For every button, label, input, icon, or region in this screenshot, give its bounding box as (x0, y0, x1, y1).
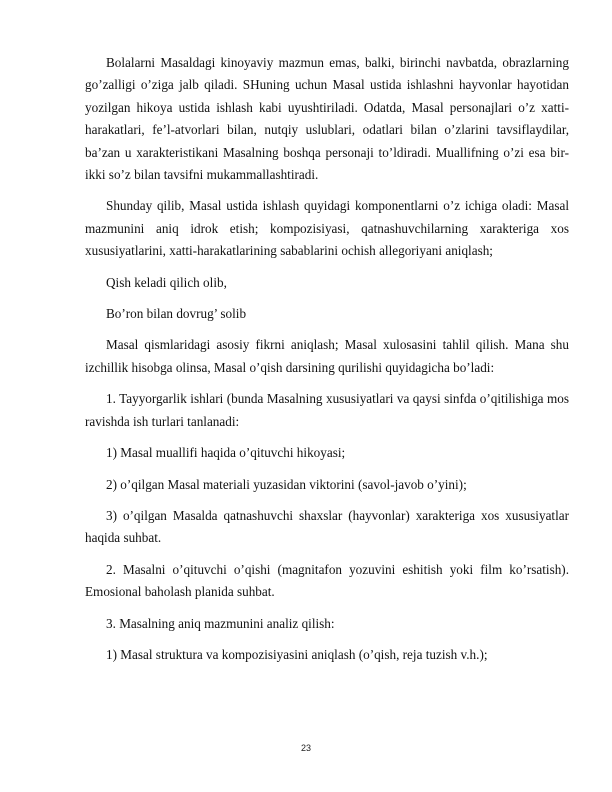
page-number: 23 (300, 743, 311, 753)
paragraph-9: 3) o’qilgan Masalda qatnashuvchi shaxslar (hayvonlar) xarakteriga xos xususiyatlar haqida suhbat. (85, 507, 569, 546)
paragraph-6: 1. Tayyorgarlik ishlari (bunda Masalning xususiyatlari va qaysi sinfda o’qitilishiga mos ravishda ish turlari tanlanadi: (85, 391, 569, 429)
paragraph-2: Shunday qilib, Masal ustida ishlash quyidagi komponentlarni o’z ichiga oladi: Masal mazmunini aniq idrok etish; kompozisiyasi, qatnashuvchilarning xarakteriga xos xususiyatlarini, xatti-harakatlarining sabablarini ochish allegoriyani aniqlash; (85, 198, 569, 259)
paragraph-11: 3. Masalning aniq mazmunini analiz qilish: (106, 615, 335, 631)
paragraph-8: 2) o’qilgan Masal materiali yuzasidan viktorini (savol-javob o’yini); (106, 476, 467, 492)
paragraph-7: 1) Masal muallifi haqida o’qituvchi hikoyasi; (106, 445, 346, 461)
paragraph-3: Qish keladi qilich olib, (106, 274, 227, 290)
document-body (85, 52, 569, 675)
paragraph-1: Bolalarni Masaldagi kinoyaviy mazmun emas, balki, birinchi navbatda, obrazlarning go’zalligi o’ziga jalb qiladi. SHuning uchun Masal ustida ishlashni hayvonlar hayotidan yozilgan hikoya ustida ishlash kabi uyushtiriladi. Odatda, Masal personajlari o’z xatti-harakatlari, fe’l-atvorlari bilan, nutqiy uslublari, odatlari bilan o’zlarini tavsiflaydilar, ba’zan u xarakteristikani Masalning boshqa personaji to’ldiradi. Muallifning o’zi esa bir-ikki so’z bilan tavsifni mukammallashtiradi. (85, 55, 569, 183)
paragraph-5: Masal qismlaridagi asosiy fikrni aniqlash; Masal xulosasini tahlil qilish. Mana shu izchillik hisobga olinsa, Masal o’qish darsining qurilishi quyidagicha bo’ladi: (85, 337, 569, 375)
paragraph-12: 1) Masal struktura va kompozisiyasini aniqlash (o’qish, reja tuzish v.h.); (106, 646, 488, 662)
paragraph-10: 2. Masalni o’qituvchi o’qishi (magnitafon yozuvini eshitish yoki film ko’rsatish). Emosional baholash planida suhbat. (85, 561, 569, 600)
paragraph-4: Bo’ron bilan dovrug’ solib (106, 306, 247, 322)
